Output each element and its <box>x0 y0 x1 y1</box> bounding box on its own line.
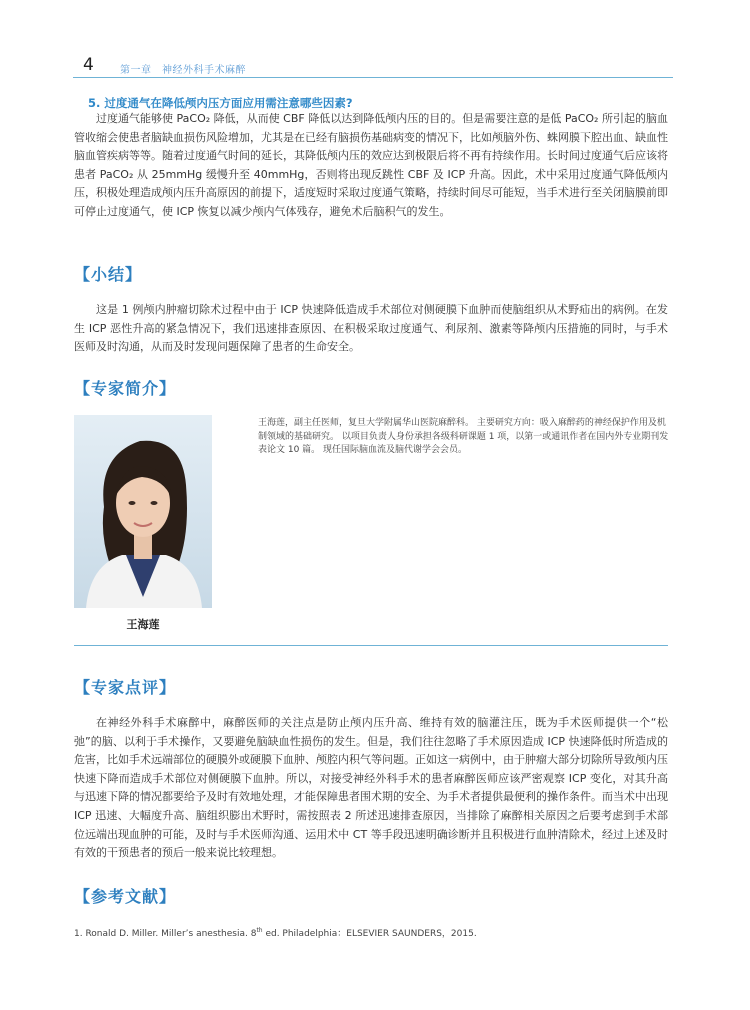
section-divider <box>74 645 668 646</box>
expert-photo <box>74 415 212 608</box>
expert-photo-caption: 王海莲 <box>126 618 160 631</box>
header-rule <box>73 77 673 78</box>
expert-profile-heading: 【专家简介】 <box>74 379 177 398</box>
summary-heading: 【小结】 <box>74 265 143 284</box>
page-header <box>73 51 673 81</box>
expert-comment-paragraph: 在神经外科手术麻醉中，麻醉医师的关注点是防止颅内压升高、维持有效的脑灌注压，既为手术医师提供一个“松弛”的脑、以利于手术操作，又要避免脑缺血性损伤的发生。但是，我们往往忽略了手术原因造成 ICP 快速降低时所造成的危害，比如手术远端部位的硬膜外或硬膜下血肿、颅腔内积气等问题。正如这一病例中，由于肿瘤大部分切除所导致颅内压快速下降而造成手术部位对侧硬膜下血肿。所以，对接受神经外科手术的患者麻醉医师应该严密观察 ICP 变化，对其升高与迅速下降的情况都要给予及时有效地处理，才能保障患者围术期的安全、为手术者提供最便利的操作条件。而当术中出现 ICP 迅速、大幅度升高、脑组织膨出术野时，需按照表 2 所述迅速排查原因，当排除了麻醉相关原因之后要考虑到手术部位远端出现血肿的可能，及时与手术医师沟通、运用术中 CT 等手段迅速明确诊断并且积极进行血肿清除术，经过上述及时有效的干预患者的预后一般来说比较理想。 <box>74 716 668 860</box>
references-heading: 【参考文献】 <box>74 887 177 906</box>
question-5-title: 5. 过度通气在降低颅内压方面应用需注意哪些因素? <box>88 96 353 110</box>
question-5-paragraph: 过度通气能够使 PaCO₂ 降低，从而使 CBF 降低以达到降低颅内压的目的。但是需要注意的是低 PaCO₂ 所引起的脑血管收缩会使患者脑缺血损伤风险增加，尤其是在已经有脑损伤基础病变的情况下，比如颅脑外伤、蛛网膜下腔出血、缺血性脑血管疾病等等。随着过度通气时间的延长，其降低颅内压的效应达到极限后将不再有持续作用。长时间过度通气后应该将患者 PaCO₂ 从 25mmHg 缓慢升至 40mmHg，否则将出现反跳性 CBF 及 ICP 升高。因此，术中采用过度通气降低颅内压，积极处理造成颅内压升高原因的前提下，适度短时采取过度通气策略，持续时间尽可能短，当手术进行至关闭脑膜前即可停止过度通气，使 ICP 恢复以减少颅内气体残存，避免术后脑积气的发生。 <box>74 112 668 218</box>
expert-comment-heading: 【专家点评】 <box>74 678 177 697</box>
chapter-title: 第一章 神经外科手术麻醉 <box>120 65 246 76</box>
summary-paragraph: 这是 1 例颅内肿瘤切除术过程中由于 ICP 快速降低造成手术部位对侧硬膜下血肿而使脑组织从术野疝出的病例。在发生 ICP 恶性升高的紧急情况下，我们迅速排查原因、在积极采取过度通气、利尿剂、激素等降颅内压措施的同时，与手术医师及时沟通，从而及时发现问题保障了患者的生命安全。 <box>74 303 668 354</box>
page-number: 4 <box>83 55 94 75</box>
reference-item: 1. Ronald D. Miller. Miller’s anesthesia. 8th ed. Philadelphia：ELSEVIER SAUNDERS，2015. <box>74 927 477 939</box>
expert-bio: 王海莲，副主任医师，复旦大学附属华山医院麻醉科。 主要研究方向：吸入麻醉药的神经保护作用及机制领域的基础研究。 以项目负责人身份承担各级科研课题 1 项，以第一或通讯作者在国内外专业期刊发表论文 10 篇。 现任国际脑血流及脑代谢学会会员。 <box>258 418 669 455</box>
